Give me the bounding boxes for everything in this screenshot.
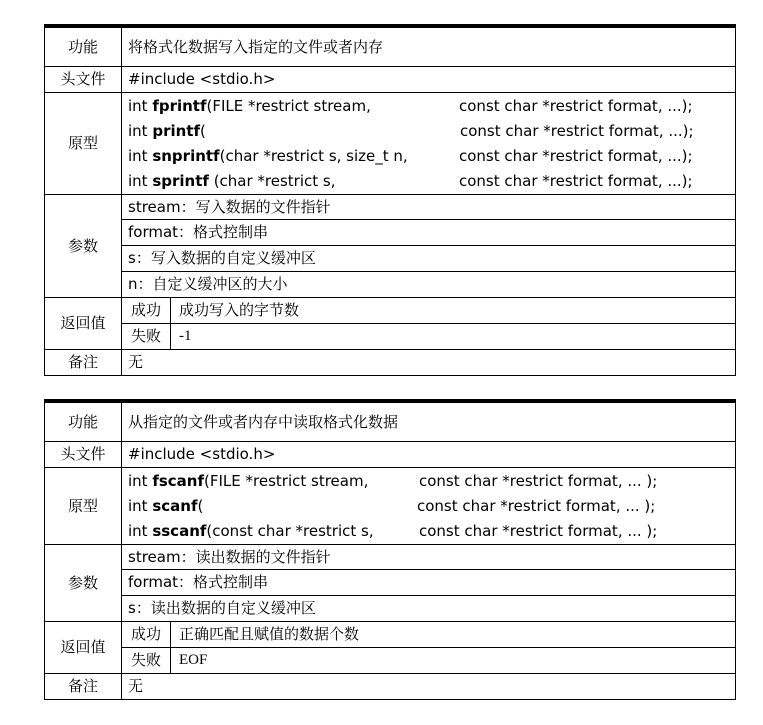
function-name: printf [152,121,200,140]
return-failure-label: 失败 [122,647,171,673]
return-label: 返回值 [45,621,122,673]
prototype-line: int snprintf(char *restrict s, size_t n, const char *restrict format, ...); [128,146,693,165]
return-success-label: 成功 [122,298,171,324]
prototype-label: 原型 [45,467,122,544]
note-label: 备注 [45,673,122,699]
function-name: scanf [152,496,198,515]
param-s: s：写入数据的自定义缓冲区 [122,245,736,271]
note-value: 无 [122,673,736,699]
function-label: 功能 [45,26,122,66]
function-name: sprintf [152,171,209,190]
param-format: format：格式控制串 [122,569,736,595]
header-label: 头文件 [45,441,122,467]
scanf-family-table [44,399,736,700]
note-label: 备注 [45,349,122,375]
param-stream: stream：读出数据的文件指针 [122,544,736,569]
function-name: sscanf [152,521,207,540]
return-table [122,622,735,673]
return-success-value: 正确匹配且赋值的数据个数 [179,624,360,643]
prototype-cell [122,467,736,544]
function-description: 将格式化数据写入指定的文件或者内存 [122,26,736,66]
function-description: 从指定的文件或者内存中读取格式化数据 [122,401,736,441]
return-success-label: 成功 [122,622,171,648]
function-name: snprintf [152,146,220,165]
return-failure-label: 失败 [122,323,171,349]
param-n: n：自定义缓冲区的大小 [122,271,736,297]
return-failure-value: -1 [171,323,736,349]
params-label: 参数 [45,544,122,621]
prototype-line: int fscanf(FILE *restrict stream, const char *restrict format, ... ); [128,471,658,490]
prototype-line: int sprintf (char *restrict s, const char *restrict format, ...); [128,171,693,190]
header-file: #include <stdio.h> [122,441,736,467]
header-label: 头文件 [45,66,122,92]
return-cell [122,297,736,349]
params-label: 参数 [45,194,122,297]
prototype-line: int printf( const char *restrict format, ...); [128,121,694,140]
prototype-line: int fprintf(FILE *restrict stream, const char *restrict format, ...); [128,96,693,115]
header-file: #include <stdio.h> [122,66,736,92]
function-name: fprintf [152,96,207,115]
return-success-value: 成功写入的字节数 [179,300,300,319]
param-s: s：读出数据的自定义缓冲区 [122,595,736,621]
printf-family-table [44,24,736,376]
return-cell [122,621,736,673]
prototype-cell [122,92,736,194]
param-format: format：格式控制串 [122,219,736,245]
note-value: 无 [122,349,736,375]
prototype-line: int sscanf(const char *restrict s, const char *restrict format, ... ); [128,521,658,540]
prototype-line: int scanf( const char *restrict format, ... ); [128,496,656,515]
param-stream: stream：写入数据的文件指针 [122,194,736,219]
prototype-label: 原型 [45,92,122,194]
function-name: fscanf [152,471,205,490]
return-table [122,298,735,349]
return-failure-value: EOF [171,647,736,673]
return-label: 返回值 [45,297,122,349]
function-label: 功能 [45,401,122,441]
